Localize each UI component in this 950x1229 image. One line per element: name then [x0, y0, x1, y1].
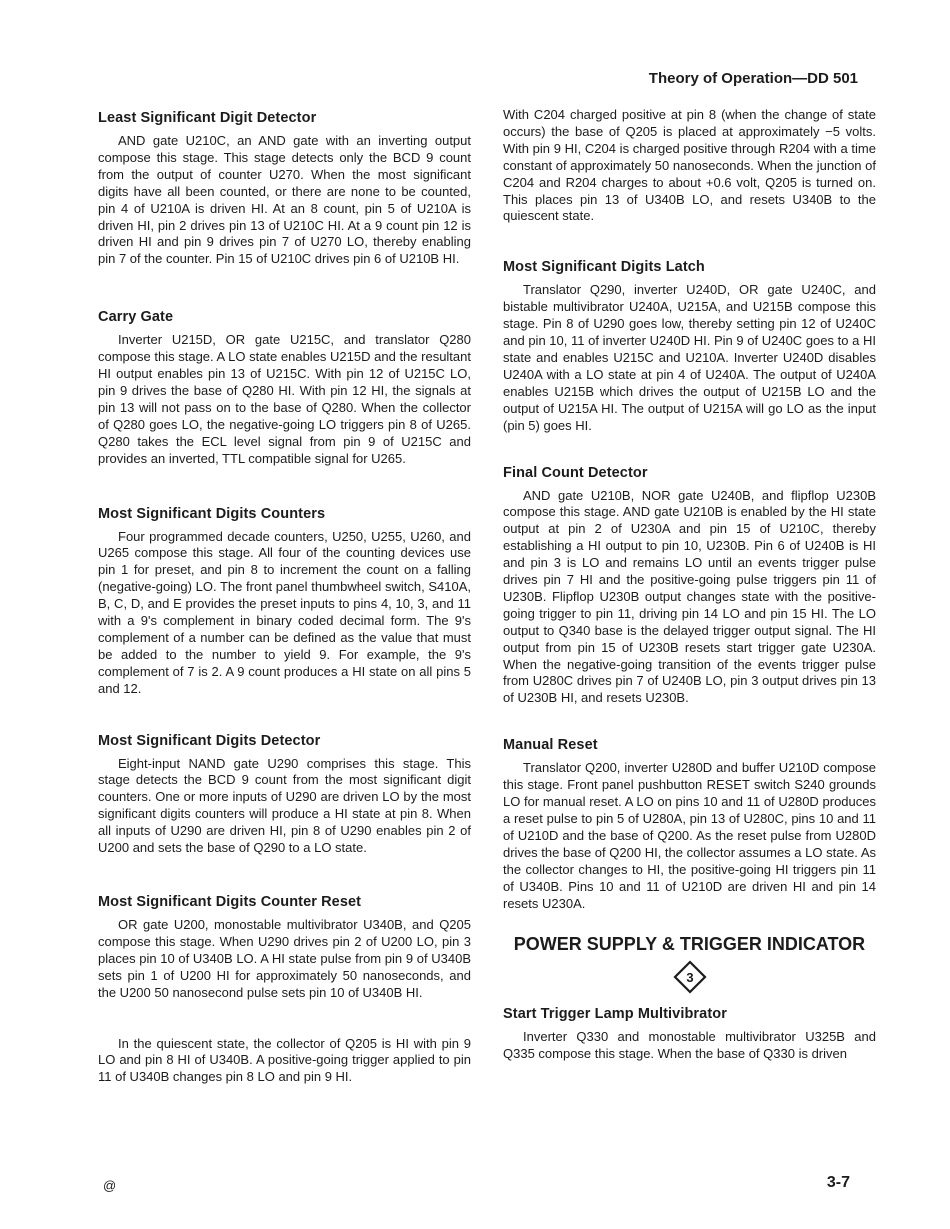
section-heading: Manual Reset — [503, 737, 598, 754]
section-heading: Most Significant Digits Latch — [503, 259, 705, 276]
diamond-number-icon — [673, 960, 707, 994]
section-start-trigger-lamp-multivibrator — [503, 1006, 876, 1063]
section-heading: Least Significant Digit Detector — [98, 110, 317, 126]
section-manual-reset — [503, 737, 876, 912]
running-header: Theory of Operation—DD 501 — [648, 70, 858, 87]
major-section-title: POWER SUPPLY & TRIGGER INDICATOR — [513, 934, 866, 955]
section-body: Inverter Q330 and monostable multivibrator U325B and Q335 compose this stage. When the base of Q330 is driven — [503, 1029, 876, 1062]
left-column — [98, 110, 471, 1086]
footer-mark: @ — [103, 1178, 117, 1193]
section-final-count-detector — [503, 465, 876, 708]
right-column — [503, 107, 876, 1063]
section-heading: Most Significant Digits Counter Reset — [98, 894, 362, 910]
section-body: Translator Q290, inverter U240D, OR gate U240C, and bistable multivibrator U240A, U215A, and U215B compose this stage. Pin 8 of U290 goes low, thereby setting pin 12 of U240C and pin 10, 11 of inverter U240D HI. Pin 9 of U240C goes to a HI state and enables U215C and U210A. Inverter U240D disables U240A with a LO state at pin 4 of U240A. The output of U240A enables U215B which drives the output of U215B LO and the output of U215A HI. The output of U215A will go LO as the input (pin 5) goes HI. — [503, 282, 876, 433]
section-heading: Final Count Detector — [503, 464, 648, 481]
section-body: Inverter U215D, OR gate U215C, and translator Q280 compose this stage. A LO state enables U215D and the resultant HI output enables pin 13 of U215C. With pin 12 of U215C LO, pin 9 drives the base of Q280 HI. With pin 12 HI, the signals at pin 13 will not pass on to the base of Q280. When the collector of Q280 goes LO, the negative-going LO triggers pin 8 of U265. Q280 takes the ECL level signal from pin 9 of U215C and provides an inverted, TTL compatible signal for U265. — [98, 332, 471, 466]
section-quiescent-state — [98, 1036, 471, 1087]
section-marker — [503, 960, 876, 994]
page-number: 3-7 — [826, 1174, 850, 1191]
marker-number: 3 — [685, 970, 694, 986]
section-body: Translator Q200, inverter U280D and buffer U210D compose this stage. Front panel pushbutton RESET switch S240 grounds LO for manual reset. A LO on pins 10 and 11 of U280D produces a reset pulse to pin 5 of U280A, pin 13 of U280C, pins 10 and 11 of U210D and the base of Q200. As the reset pulse from U280D drives the base of Q200 HI, the collector assumes a LO state. As the collector changes to HI, the positive-going HI triggers pin 11 of U340B. Pins 10 and 11 of U210D are driven HI and pin 14 resets U230A. — [503, 760, 876, 911]
section-most-significant-digits-counters — [98, 506, 471, 698]
section-carry-gate — [98, 309, 471, 467]
section-body: AND gate U210C, an AND gate with an inverting output compose this stage. This stage detects only the BCD 9 count from the output of counter U270. When the most significant digits have all been counted, or there are none to be counted, pin 4 of U210A is driven HI. At an 8 count, pin 5 of U210A is driven HI, pin 2 drives pin 13 of U210C HI. At a 9 count pin 12 is driven HI and pin 9 drives pin 7 of U270 LO, thereby enabling pin 7 of the counter. Pin 15 of U210C drives pin 6 of U210B HI. — [98, 133, 471, 267]
section-body: AND gate U210B, NOR gate U240B, and flipflop U230B compose this stage. AND gate U210B is enabled by the HI state output at pin 2 of U230A and pin 15 of U210C, thereby establishing a HI output to pin 10, U230B. Pin 6 of U240B is HI and pin 3 is LO and remains LO until an events trigger pulse drives pin 7 HI and the positive-going pulse triggers pin 11 of U230B. Flipflop U230B output changes state with the positive-going trigger to pin 11, driving pin 14 LO and pin 15 HI. The LO output to Q340 base is the delayed trigger output signal. The HI output from pin 15 of U230B resets start trigger gate U230A. When the negative-going transition of the events trigger pulse from U280C drives pin 7 of U240B LO, pin 3 output drives pin 13 of U230B HI, and resets U230B. — [503, 487, 876, 706]
section-body: Four programmed decade counters, U250, U255, U260, and U265 compose this stage. All four of the counting devices use pin 1 for preset, and pin 8 to increment the count on a falling (negative-going) LO. The front panel thumbwheel switch, S410A, B, C, D, and E provides the preset inputs to pins 4, 10, 3, and 11 with a 9's complement in binary coded decimal form. The 9's complement of a number can be defined as the value that must be added to the number to yield 9. For example, the 9's complement of 7 is 2. A 9 count produces a HI state on all pins 5 and 12. — [98, 528, 471, 696]
section-heading: Start Trigger Lamp Multivibrator — [503, 1006, 727, 1023]
section-c204-continuation — [503, 107, 876, 225]
section-body: In the quiescent state, the collector of Q205 is HI with pin 9 LO and pin 8 HI of U340B. A positive-going trigger applied to pin 11 of U340B changes pin 8 LO and pin 9 HI. — [98, 1035, 471, 1085]
section-body: OR gate U200, monostable multivibrator U340B, and Q205 compose this stage. When U290 drives pin 2 of U200 LO, pin 3 places pin 10 of U340B LO. A HI state pulse from pin 9 of U340B sets pin 1 of U200 HI for approximately 50 nanoseconds, and the U200 50 nanosecond pulse sets pin 10 of U340B HI. — [98, 917, 471, 1000]
section-least-significant-digit-detector — [98, 110, 471, 268]
section-heading: Most Significant Digits Detector — [98, 732, 321, 749]
section-most-significant-digits-counter-reset — [98, 894, 471, 1002]
section-heading: Carry Gate — [98, 309, 174, 326]
section-most-significant-digits-latch — [503, 259, 876, 434]
section-body: Eight-input NAND gate U290 comprises this stage. This stage detects the BCD 9 count from the most significant digit counters. One or more inputs of U290 are driven LO by the most significant digits counters will produce a HI state at pin 8. When all inputs of U290 are driven HI, pin 8 of U290 enables pin 2 of U200 and sets the base of Q290 to a LO state. — [98, 755, 471, 856]
section-body: With C204 charged positive at pin 8 (when the change of state occurs) the base of Q205 is placed at approximately −5 volts. With pin 9 HI, C204 is charged positive through R204 with a time constant of approximately 50 nanoseconds. When the junction of C204 and R204 charges to about +0.6 volt, Q205 is turned on. This places pin 13 of U340B LO, and resets U340B to the quiescent state. — [503, 107, 876, 224]
section-most-significant-digits-detector — [98, 733, 471, 857]
section-heading: Most Significant Digits Counters — [98, 505, 326, 522]
